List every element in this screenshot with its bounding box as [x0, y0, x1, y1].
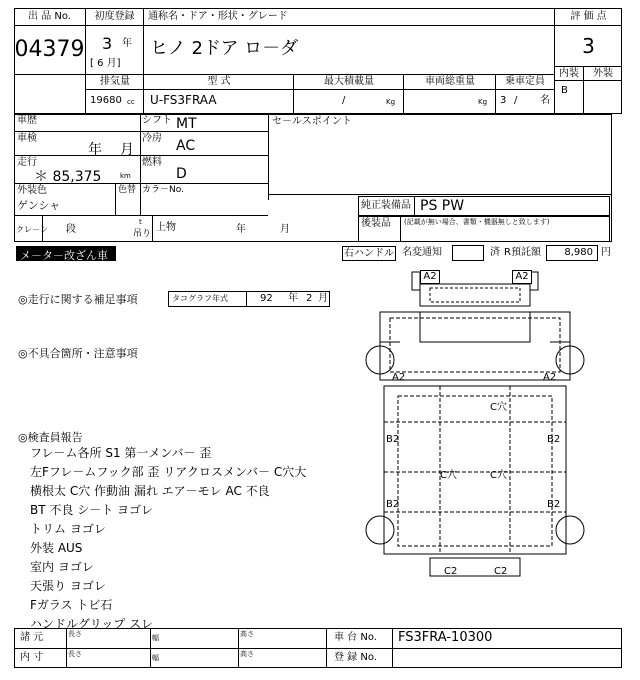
footer-div-2	[150, 628, 151, 668]
name-label: 通称名・ドア・形状・グレード	[144, 8, 554, 26]
tacho-month: 2	[306, 293, 313, 304]
reg-label: 初度登録	[86, 8, 144, 26]
damage-mark: C穴	[490, 470, 507, 481]
tacho-year-unit: 年	[288, 293, 298, 304]
dims-label: 諸 元	[20, 632, 44, 643]
recycle-amount: 8,980	[546, 245, 598, 261]
max-load-sep: /	[342, 95, 346, 106]
history-label: 車歴	[17, 115, 37, 126]
inspection-label: 車検	[17, 133, 37, 144]
damage-mark: B2	[386, 499, 400, 510]
lot-blank	[14, 74, 86, 114]
inner-length: 長さ	[68, 650, 82, 658]
aftermarket-label: 後装品	[361, 218, 391, 229]
remark-line: 左Fフレ－ムフック部 歪 リアクロスメンバ－ C穴大	[30, 465, 307, 479]
dims-height: 高さ	[240, 630, 254, 638]
recycle-unit: 円	[601, 247, 611, 258]
reg-month: [ 6 月]	[90, 58, 121, 69]
inspection-year: 年	[88, 142, 102, 158]
remark-line: 外装 AUS	[30, 541, 83, 555]
aftermarket-divider	[400, 216, 401, 242]
wheel-rr	[556, 516, 584, 544]
capacity-unit: 名	[540, 95, 550, 106]
remark-line: 室内 ヨゴレ	[30, 560, 94, 574]
capacity-label: 乗車定員	[505, 76, 545, 87]
loader-label: 上物	[156, 222, 176, 233]
loader-year: 年	[236, 224, 246, 235]
loader-month: 月	[280, 224, 290, 235]
dims-length: 長さ	[68, 630, 82, 638]
crane-label: クレ－ン	[16, 225, 48, 234]
aircon-label: 冷房	[142, 133, 162, 144]
inspection-month: 月	[120, 142, 134, 158]
name-change-label: 名変通知	[402, 247, 442, 258]
displacement-unit: cc	[127, 98, 135, 106]
recycle-prefix: 済	[490, 247, 500, 258]
inner-height: 高さ	[240, 650, 254, 658]
remark-line: Fガラス トビ石	[30, 598, 113, 612]
capacity-sep: /	[514, 95, 518, 106]
damage-mark: B2	[547, 434, 561, 445]
damage-mark: C2	[494, 566, 508, 577]
colorno2-label: カラ－No.	[142, 185, 184, 195]
fuel-label: 燃料	[142, 157, 162, 168]
interior-dims-label: 内 寸	[20, 652, 44, 663]
damage-mark: A2	[543, 372, 557, 383]
recycle-label: R預託額	[504, 247, 541, 258]
exterior-grade	[584, 80, 622, 114]
displacement-label: 排気量	[100, 76, 130, 87]
tacho-month-unit: 月	[318, 293, 328, 304]
registration-label: 登 録 No.	[334, 652, 377, 663]
color-value: ゲンシャ	[17, 199, 61, 212]
aftermarket-note: (記載が無い場合、書類・機器無しと致します)	[404, 218, 550, 226]
gross-unit: Kg	[478, 98, 488, 106]
max-load-label: 最大積載量	[324, 76, 374, 87]
damage-mark: B2	[386, 434, 400, 445]
inspector-title: ◎検査員報告	[18, 431, 83, 444]
footer-div-3	[238, 628, 239, 668]
mileage-label: 走行	[17, 157, 37, 168]
model-value: U-FS3FRAA	[150, 93, 217, 107]
footer-div-1	[66, 628, 67, 668]
reg-year-unit: 年	[122, 38, 132, 49]
damage-mark: C穴	[440, 470, 457, 481]
supplement-title: ◎走行に関する補足事項	[18, 293, 138, 306]
colorno-label: 色替	[118, 185, 137, 195]
aircon-value: AC	[176, 138, 196, 154]
shift-label: シフト	[142, 115, 172, 126]
damage-mark: C穴	[490, 402, 507, 413]
tacho-year: 92	[260, 293, 273, 304]
cab-body	[380, 312, 570, 380]
truck-diagram	[340, 262, 610, 592]
interior-grade-label: 内装	[554, 66, 584, 80]
overall-grade: 3	[554, 26, 622, 66]
remark-line: BT 不良 シ－ト ヨゴレ	[30, 503, 154, 517]
fuel-value: D	[176, 166, 187, 182]
lot-number: 04379	[14, 26, 86, 74]
wheel-rl	[366, 516, 394, 544]
shift-value: MT	[176, 116, 197, 132]
cargo-bed	[384, 386, 566, 554]
remark-line: 天張り ヨゴレ	[30, 579, 106, 593]
dims-width: 幅	[152, 634, 159, 642]
inner-width: 幅	[152, 654, 159, 662]
gross-label: 車両総重量	[425, 76, 475, 87]
exterior-grade-label: 外装	[584, 66, 622, 80]
interior-grade: B	[554, 80, 584, 114]
displacement-value: 19680	[90, 95, 122, 106]
damage-mark: A2	[420, 270, 440, 284]
model-label: 型 式	[207, 76, 231, 87]
damage-mark: A2	[512, 270, 532, 284]
capacity-value: 3	[500, 95, 507, 106]
reg-cell	[86, 26, 144, 74]
damage-mark: A2	[392, 372, 406, 383]
equip-value: PS PW	[420, 198, 465, 214]
equip-divider	[414, 196, 415, 216]
selling-label: セ－ルスポイント	[272, 116, 352, 127]
reg-year: 3	[102, 34, 113, 53]
lot-label: 出 品 No.	[14, 8, 86, 26]
grade-label: 評 価 点	[554, 8, 622, 26]
remark-line: フレ－ム各所 S1 第一メンバ－ 歪	[30, 446, 212, 460]
tacho-label: タコグラフ年式	[172, 294, 228, 303]
selling-divider	[268, 114, 269, 200]
cab-roof	[420, 284, 530, 306]
remark-line: 横根太 C穴 作動油 漏れ エア－モレ AC 不良	[30, 484, 270, 498]
mileage-unit: km	[120, 172, 131, 180]
mileage-value: ＊ 85,375	[34, 169, 102, 185]
tacho-divider	[246, 291, 247, 307]
remark-line: トリム ヨゴレ	[30, 522, 106, 536]
equip-label: 純正装備品	[361, 200, 411, 211]
footer-div-5	[392, 628, 393, 668]
damage-mark: B2	[547, 499, 561, 510]
crane-hang: 吊り	[133, 229, 152, 239]
defects-title: ◎不具合箇所・注意事項	[18, 347, 138, 360]
crane-divider	[42, 216, 43, 242]
tamper-badge: メ－タ－改ざん車	[16, 246, 116, 261]
remark-line: ハンドルグリップ スレ	[30, 617, 154, 631]
footer-mid	[14, 648, 622, 649]
footer-div-4	[326, 628, 327, 668]
crane-stage: 段	[66, 224, 76, 235]
crane-t: t	[139, 218, 142, 226]
right-hand-label: 右ハンドル	[344, 248, 394, 259]
chassis-value: FS3FRA-10300	[398, 630, 493, 645]
chassis-label: 車 台 No.	[334, 632, 377, 643]
max-load-unit: Kg	[386, 98, 396, 106]
name-change-box	[452, 245, 484, 261]
car-name: ヒノ 2ドア ロ－ダ	[150, 38, 299, 59]
damage-mark: C2	[444, 566, 458, 577]
color-label: 外装色	[17, 185, 47, 196]
selling-bottom	[268, 194, 612, 195]
